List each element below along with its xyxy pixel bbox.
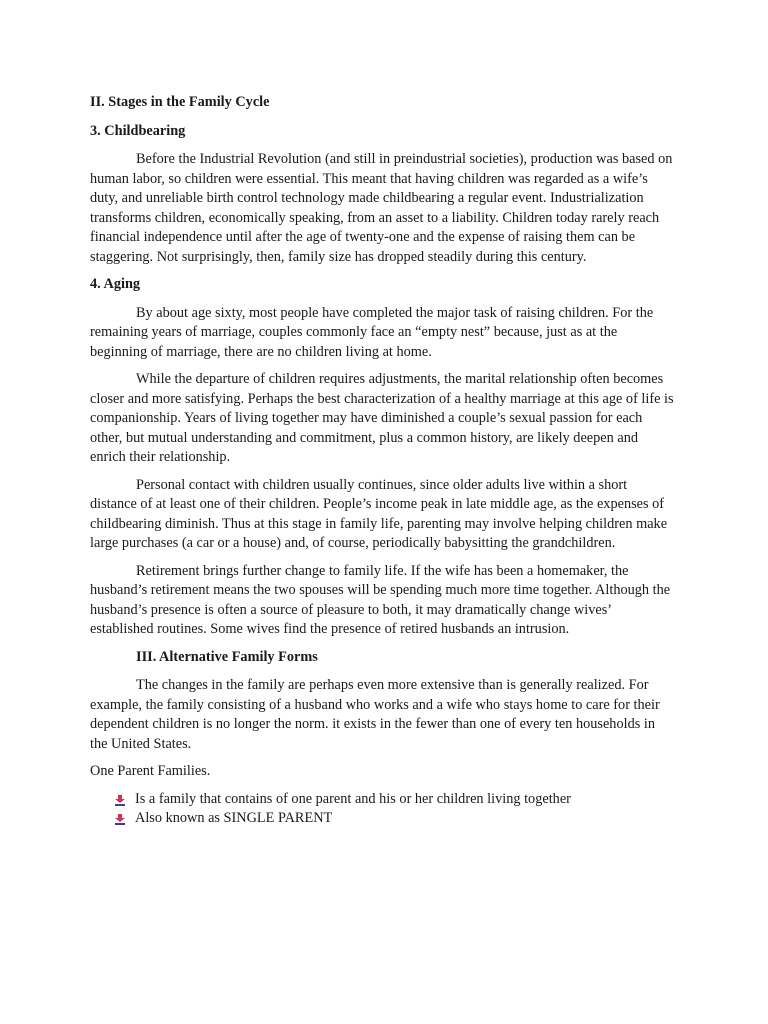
down-arrow-bullet-icon [114,795,126,806]
list-item-text: Is a family that contains of one parent and his or her children living together [135,790,571,807]
paragraph-childbearing: Before the Industrial Revolution (and still in preindustrial societies), production was based on human labor, so children were essential. This meant that having children was regarded as a wife’s duty, and unreliable birth control technology made childbearing a regular event. Industrialization transforms children, economically speaking, from an asset to a liability. Children today rarely reach financial independence until after the age of twenty-one and the expense of raising them can be staggering. Not surprisingly, then, family size has dropped steadily during this century. [90,151,673,265]
down-arrow-bullet-icon [114,814,126,825]
paragraph-aging-4: Retirement brings further change to family life. If the wife has been a homemaker, the husband’s retirement means the two spouses will be spending much more time together. Although the husband’s presence is often a source of pleasure to both, it may dramatically change wives’ established routines. Some wives find the presence of retired husbands an intrusion. [90,562,671,637]
list-item [114,790,676,810]
paragraph-aging-3: Personal contact with children usually continues, since older adults live within a short distance of at least one of their children. People’s income peak in late middle age, as the expenses of childbearing diminish. Thus at this stage in family life, parenting may involve helping children make large purchases (a car or a house) and, of course, periodically babysitting the grandchildren. [90,476,668,551]
heading-alternative-family-forms: III. Alternative Family Forms [136,648,318,665]
document-page [90,93,676,829]
paragraph-aging-2: While the departure of children requires adjustments, the marital relationship often becomes closer and more satisfying. Perhaps the best characterization of a healthy marriage at this age of life is companionship. Years of living together may have diminished a couple’s sexual passion for each other, but mutual understanding and commitment, plus a common history, are likely deepen and enrich their relationship. [90,371,674,465]
list-item-text: Also known as SINGLE PARENT [135,810,333,826]
paragraph-aging-1: By about age sixty, most people have completed the major task of raising children. For the remaining years of marriage, couples commonly face an “empty nest” because, just as at the beginning of marriage, there are no children living at home. [90,304,654,360]
list-item [114,809,676,829]
subheading-one-parent-families: One Parent Families. [90,763,211,779]
bullet-list [90,790,676,829]
paragraph-alternative-family-forms: The changes in the family are perhaps even more extensive than is generally realized. For example, the family consisting of a husband who works and a wife who stays home to care for their dependent children is no longer the norm. it exists in the fewer than one of every ten households in the United States. [90,677,660,752]
section-title: II. Stages in the Family Cycle [90,94,270,110]
heading-aging: 4. Aging [90,276,141,292]
heading-childbearing: 3. Childbearing [90,122,186,139]
